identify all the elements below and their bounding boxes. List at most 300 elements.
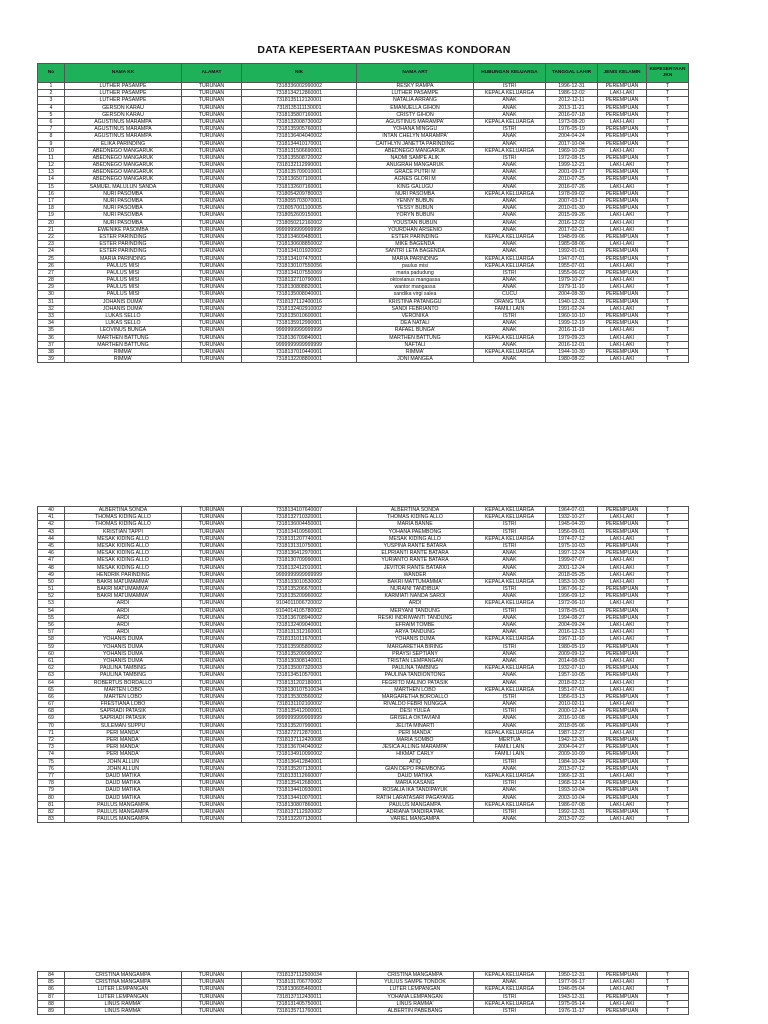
cell-alamat: TURUNAN: [182, 190, 242, 197]
cell-no: 84: [38, 972, 65, 979]
table-row: [38, 622, 689, 629]
cell-kepesertaan-jkn: T: [647, 126, 689, 133]
cell-nama-kk: GERSON KARAU: [65, 111, 182, 118]
cell-nama-kk: MESAK KIDING ALLO: [65, 557, 182, 564]
cell-no: 3: [38, 97, 65, 104]
cell-kepesertaan-jkn: T: [647, 629, 689, 636]
cell-alamat: TURUNAN: [182, 600, 242, 607]
cell-nama-art: MARTHEN BATTUNG: [357, 334, 474, 341]
cell-nama-art: MIKE BAGENDA: [357, 241, 474, 248]
cell-nama-art: NURAINI TANDIBUA': [357, 586, 474, 593]
cell-alamat: TURUNAN: [182, 1000, 242, 1007]
page-title: DATA KEPESERTAAN PUSKESMAS KONDORAN: [257, 44, 511, 56]
cell-nik: 7318135905760001: [242, 126, 357, 133]
cell-nik: 7318136709840001: [242, 334, 357, 341]
table-row: [38, 212, 689, 219]
cell-tanggal-lahir: 1932-07-10: [546, 665, 598, 672]
cell-nama-kk: DAUD MATIKA: [65, 787, 182, 794]
table-row: [38, 233, 689, 240]
cell-jenis-kelamin: PEREMPUAN: [598, 233, 647, 240]
table-row: [38, 729, 689, 736]
table-row: [38, 744, 689, 751]
cell-nama-art: MESAK KIDING ALLO: [357, 535, 474, 542]
cell-tanggal-lahir: 2018-05-06: [546, 722, 598, 729]
cell-nama-art: CRISTY GIHON: [357, 111, 474, 118]
cell-nama-art: ARYA TANDUNG: [357, 629, 474, 636]
cell-nik: 7318130308140001: [242, 657, 357, 664]
cell-no: 24: [38, 248, 65, 255]
cell-jenis-kelamin: LAKI-LAKI: [598, 686, 647, 693]
cell-kepesertaan-jkn: T: [647, 255, 689, 262]
cell-nama-kk: PERI MANDA': [65, 729, 182, 736]
cell-no: 11: [38, 154, 65, 161]
cell-nik: 7318136708940002: [242, 614, 357, 621]
cell-alamat: TURUNAN: [182, 686, 242, 693]
cell-hubungan-keluarga: KEPALA KELUARGA: [474, 772, 546, 779]
cell-alamat: TURUNAN: [182, 356, 242, 363]
cell-jenis-kelamin: LAKI-LAKI: [598, 816, 647, 823]
cell-tanggal-lahir: 1994-08-27: [546, 614, 598, 621]
table-row: [38, 636, 689, 643]
cell-hubungan-keluarga: KEPALA KELUARGA: [474, 348, 546, 355]
cell-nik: 7318135010600001: [242, 313, 357, 320]
cell-nama-kk: ESTER PARINDING: [65, 248, 182, 255]
table-row: [38, 269, 689, 276]
cell-hubungan-keluarga: ANAK: [474, 241, 546, 248]
cell-nama-art: KARMIATI NANDA SAROI: [357, 593, 474, 600]
cell-nama-art: RIMMA': [357, 348, 474, 355]
cell-nik: 7318130608850002: [242, 241, 357, 248]
cell-jenis-kelamin: LAKI-LAKI: [598, 564, 647, 571]
cell-alamat: TURUNAN: [182, 801, 242, 808]
cell-nama-kk: ARDI: [65, 607, 182, 614]
cell-jenis-kelamin: LAKI-LAKI: [598, 657, 647, 664]
cell-no: 5: [38, 111, 65, 118]
cell-nama-art: MARGARETHA BOROALLO: [357, 693, 474, 700]
table-row: [38, 514, 689, 521]
cell-hubungan-keluarga: KEPALA KELUARGA: [474, 190, 546, 197]
cell-jenis-kelamin: LAKI-LAKI: [598, 701, 647, 708]
cell-hubungan-keluarga: ANAK: [474, 162, 546, 169]
cell-alamat: TURUNAN: [182, 305, 242, 312]
cell-hubungan-keluarga: ISTRI: [474, 154, 546, 161]
cell-jenis-kelamin: PEREMPUAN: [598, 291, 647, 298]
cell-no: 60: [38, 650, 65, 657]
cell-alamat: TURUNAN: [182, 341, 242, 348]
cell-tanggal-lahir: 1986-12-02: [546, 90, 598, 97]
cell-kepesertaan-jkn: T: [647, 986, 689, 993]
cell-alamat: TURUNAN: [182, 729, 242, 736]
cell-jenis-kelamin: PEREMPUAN: [598, 104, 647, 111]
cell-jenis-kelamin: PEREMPUAN: [598, 758, 647, 765]
cell-nik: 7318050212160002: [242, 219, 357, 226]
cell-nama-art: JELITA MINARTI: [357, 722, 474, 729]
cell-hubungan-keluarga: KEPALA KELUARGA: [474, 334, 546, 341]
cell-kepesertaan-jkn: T: [647, 212, 689, 219]
cell-no: 46: [38, 550, 65, 557]
cell-alamat: TURUNAN: [182, 104, 242, 111]
cell-jenis-kelamin: LAKI-LAKI: [598, 1000, 647, 1007]
cell-alamat: TURUNAN: [182, 269, 242, 276]
cell-hubungan-keluarga: ANAK: [474, 629, 546, 636]
cell-nik: 7318135912990001: [242, 320, 357, 327]
cell-tanggal-lahir: 2003-10-04: [546, 794, 598, 801]
table-row: [38, 765, 689, 772]
cell-nik: 7318137112430011: [242, 993, 357, 1000]
cell-nama-kk: THOMAS KIDING ALLO: [65, 521, 182, 528]
cell-nama-kk: ALBERTINA SONDA: [65, 507, 182, 514]
cell-nama-kk: ESTER PARINDING: [65, 241, 182, 248]
cell-nama-art: LUTHER PASAMPE: [357, 90, 474, 97]
cell-kepesertaan-jkn: T: [647, 772, 689, 779]
cell-tanggal-lahir: 2009-10-09: [546, 751, 598, 758]
cell-nik: 7318134410170001: [242, 140, 357, 147]
cell-no: 14: [38, 176, 65, 183]
cell-kepesertaan-jkn: T: [647, 808, 689, 815]
cell-nik: 7318134910090002: [242, 751, 357, 758]
cell-nik: 7318134107470001: [242, 255, 357, 262]
cell-nama-art: MARIA KASANG: [357, 780, 474, 787]
cell-jenis-kelamin: PEREMPUAN: [598, 542, 647, 549]
cell-nik: 9104011006720002: [242, 600, 357, 607]
cell-jenis-kelamin: PEREMPUAN: [598, 198, 647, 205]
cell-no: 51: [38, 586, 65, 593]
cell-nama-art: ALBERTIN PABEBANG: [357, 1007, 474, 1014]
cell-nama-kk: LUTER LEMPANGAN: [65, 986, 182, 993]
cell-nama-kk: LINUS RAMMA': [65, 1000, 182, 1007]
cell-nama-art: JEVITOR RANTE BATARA: [357, 564, 474, 571]
cell-tanggal-lahir: 1940-12-31: [546, 298, 598, 305]
cell-no: 1: [38, 83, 65, 90]
cell-tanggal-lahir: 1979-10-27: [546, 277, 598, 284]
cell-nik: 7318136412970001: [242, 550, 357, 557]
cell-hubungan-keluarga: ANAK: [474, 226, 546, 233]
cell-nik: 7318135206670001: [242, 586, 357, 593]
cell-hubungan-keluarga: ANAK: [474, 320, 546, 327]
table-row: [38, 154, 689, 161]
cell-jenis-kelamin: LAKI-LAKI: [598, 118, 647, 125]
cell-nama-kk: YOHANIS DUMA: [65, 657, 182, 664]
cell-no: 88: [38, 1000, 65, 1007]
cell-alamat: TURUNAN: [182, 262, 242, 269]
table-row: [38, 320, 689, 327]
cell-tanggal-lahir: 1946-05-04: [546, 986, 598, 993]
cell-jenis-kelamin: LAKI-LAKI: [598, 557, 647, 564]
cell-nama-art: YOURDHAN ARSENIO: [357, 226, 474, 233]
cell-nik: 7318131310750001: [242, 542, 357, 549]
cell-hubungan-keluarga: ISTRI: [474, 780, 546, 787]
cell-nik: 7318131207740001: [242, 535, 357, 542]
cell-jenis-kelamin: LAKI-LAKI: [598, 162, 647, 169]
cell-nama-kk: PAULINA TAMBING: [65, 665, 182, 672]
cell-hubungan-keluarga: ANAK: [474, 97, 546, 104]
cell-jenis-kelamin: PEREMPUAN: [598, 550, 647, 557]
cell-alamat: TURUNAN: [182, 650, 242, 657]
cell-nama-kk: LUKAS SELLO: [65, 313, 182, 320]
cell-kepesertaan-jkn: T: [647, 241, 689, 248]
cell-nik: 7318136704040002: [242, 744, 357, 751]
table-row: [38, 578, 689, 585]
cell-no: 41: [38, 514, 65, 521]
cell-hubungan-keluarga: ANAK: [474, 765, 546, 772]
cell-jenis-kelamin: LAKI-LAKI: [598, 679, 647, 686]
cell-jenis-kelamin: PEREMPUAN: [598, 593, 647, 600]
cell-tanggal-lahir: 2015-09-26: [546, 212, 598, 219]
cell-kepesertaan-jkn: T: [647, 514, 689, 521]
cell-jenis-kelamin: PEREMPUAN: [598, 1007, 647, 1014]
cell-jenis-kelamin: LAKI-LAKI: [598, 622, 647, 629]
cell-no: 9: [38, 140, 65, 147]
cell-tanggal-lahir: 2018-02-12: [546, 679, 598, 686]
cell-tanggal-lahir: 1999-07-07: [546, 557, 598, 564]
cell-tanggal-lahir: 1991-02-24: [546, 305, 598, 312]
table-row: [38, 600, 689, 607]
cell-alamat: TURUNAN: [182, 348, 242, 355]
header-no: No: [38, 64, 65, 83]
table-row: [38, 341, 689, 348]
cell-jenis-kelamin: PEREMPUAN: [598, 715, 647, 722]
cell-jenis-kelamin: LAKI-LAKI: [598, 801, 647, 808]
cell-nama-kk: PAULUS MANGAMPA: [65, 801, 182, 808]
cell-nik: 7318132112990001: [242, 162, 357, 169]
cell-hubungan-keluarga: KEPALA KELUARGA: [474, 972, 546, 979]
cell-hubungan-keluarga: KEPALA KELUARGA: [474, 535, 546, 542]
cell-nik: 9999999999999999: [242, 571, 357, 578]
cell-hubungan-keluarga: ISTRI: [474, 708, 546, 715]
cell-alamat: TURUNAN: [182, 808, 242, 815]
cell-tanggal-lahir: 1955-07-01: [546, 262, 598, 269]
cell-jenis-kelamin: LAKI-LAKI: [598, 986, 647, 993]
cell-kepesertaan-jkn: T: [647, 154, 689, 161]
cell-nik: 7318131312160001: [242, 629, 357, 636]
cell-kepesertaan-jkn: T: [647, 190, 689, 197]
cell-tanggal-lahir: 2016-12-13: [546, 629, 598, 636]
cell-nama-art: DESI YULEA: [357, 708, 474, 715]
cell-jenis-kelamin: PEREMPUAN: [598, 521, 647, 528]
cell-jenis-kelamin: LAKI-LAKI: [598, 241, 647, 248]
cell-nama-art: BAKRI MATTUMAMMA': [357, 578, 474, 585]
cell-hubungan-keluarga: ANAK: [474, 111, 546, 118]
cell-no: 63: [38, 672, 65, 679]
cell-nama-kk: JOHANIS DUMA': [65, 305, 182, 312]
cell-nama-kk: LEOVINUS BUNGA: [65, 327, 182, 334]
cell-alamat: TURUNAN: [182, 291, 242, 298]
cell-tanggal-lahir: 1997-12-24: [546, 550, 598, 557]
cell-alamat: TURUNAN: [182, 97, 242, 104]
cell-no: 39: [38, 356, 65, 363]
table-row: [38, 313, 689, 320]
cell-nama-kk: LUTHER PASAMPE: [65, 90, 182, 97]
cell-nama-art: NAOMI SAMPE ALIK: [357, 154, 474, 161]
cell-tanggal-lahir: 1992-12-31: [546, 808, 598, 815]
cell-tanggal-lahir: 1979-09-23: [546, 334, 598, 341]
cell-nama-art: YOUSTAN BUBUN: [357, 219, 474, 226]
cell-nama-art: PRAYSI SEPTIANY: [357, 650, 474, 657]
cell-hubungan-keluarga: ANAK: [474, 979, 546, 986]
header-nik: NIK: [242, 64, 357, 83]
cell-tanggal-lahir: 1948-09-06: [546, 233, 598, 240]
cell-alamat: TURUNAN: [182, 636, 242, 643]
cell-alamat: TURUNAN: [182, 979, 242, 986]
cell-alamat: TURUNAN: [182, 162, 242, 169]
cell-jenis-kelamin: LAKI-LAKI: [598, 226, 647, 233]
cell-kepesertaan-jkn: T: [647, 643, 689, 650]
table-row: [38, 571, 689, 578]
cell-nama-art: sandika virgi salea: [357, 291, 474, 298]
cell-jenis-kelamin: PEREMPUAN: [598, 737, 647, 744]
cell-kepesertaan-jkn: T: [647, 176, 689, 183]
cell-no: 75: [38, 758, 65, 765]
cell-jenis-kelamin: PEREMPUAN: [598, 154, 647, 161]
cell-tanggal-lahir: 1972-08-15: [546, 154, 598, 161]
cell-nik: 7318137112500034: [242, 972, 357, 979]
cell-kepesertaan-jkn: T: [647, 758, 689, 765]
cell-nama-kk: AGUSTINUS MARAMPA: [65, 133, 182, 140]
table-row: [38, 557, 689, 564]
cell-no: 25: [38, 255, 65, 262]
cell-kepesertaan-jkn: T: [647, 334, 689, 341]
cell-hubungan-keluarga: KEPALA KELUARGA: [474, 665, 546, 672]
cell-hubungan-keluarga: ANAK: [474, 715, 546, 722]
cell-nama-art: PAULINA TANDIONTONG: [357, 672, 474, 679]
cell-nama-kk: ROBERTUS BORDALLO: [65, 679, 182, 686]
cell-hubungan-keluarga: KEPALA KELUARGA: [474, 801, 546, 808]
cell-nama-art: CRISTINA MANGAMPA: [357, 972, 474, 979]
cell-nama-art: GRISELA OKTAVIANI: [357, 715, 474, 722]
cell-alamat: TURUNAN: [182, 672, 242, 679]
cell-nama-art: ABEDNEGO MANGARUK: [357, 147, 474, 154]
cell-alamat: TURUNAN: [182, 787, 242, 794]
cell-nama-kk: LINUS RAMMA': [65, 1007, 182, 1014]
cell-kepesertaan-jkn: T: [647, 341, 689, 348]
cell-no: 59: [38, 643, 65, 650]
cell-hubungan-keluarga: ANAK: [474, 614, 546, 621]
table-row: [38, 291, 689, 298]
cell-tanggal-lahir: 1968-12-14: [546, 780, 598, 787]
cell-nama-art: EMANUELLA GIHON: [357, 104, 474, 111]
cell-nik: 7318136404040002: [242, 133, 357, 140]
cell-kepesertaan-jkn: T: [647, 104, 689, 111]
cell-no: 76: [38, 765, 65, 772]
cell-hubungan-keluarga: ANAK: [474, 248, 546, 255]
cell-nama-art: AGUSTINUS MARAMPA': [357, 118, 474, 125]
cell-no: 35: [38, 327, 65, 334]
cell-nik: 7318134107640007: [242, 507, 357, 514]
cell-kepesertaan-jkn: T: [647, 111, 689, 118]
cell-nama-art: RESKI INDRIWANTI TANDUNG: [357, 614, 474, 621]
cell-nama-kk: SAPRIADI PATASIK: [65, 708, 182, 715]
cell-nama-art: YOHANA LEMPANGAN: [357, 993, 474, 1000]
cell-nama-kk: NURI PASOMBA: [65, 190, 182, 197]
cell-nik: 7318132710790001: [242, 277, 357, 284]
cell-nama-art: NURI PASOMBA: [357, 190, 474, 197]
cell-nik: 7318135711760001: [242, 1007, 357, 1014]
cell-alamat: TURUNAN: [182, 993, 242, 1000]
cell-alamat: TURUNAN: [182, 198, 242, 205]
cell-nama-art: ROSALIA IKA TANDIPAYUK: [357, 787, 474, 794]
cell-no: 65: [38, 686, 65, 693]
cell-no: 66: [38, 693, 65, 700]
cell-tanggal-lahir: 2001-12-24: [546, 564, 598, 571]
cell-nama-kk: NURI PASOMBA: [65, 205, 182, 212]
cell-nama-kk: HENDRIK PARINDING: [65, 571, 182, 578]
cell-jenis-kelamin: LAKI-LAKI: [598, 341, 647, 348]
cell-nama-art: MARIA BANNE: [357, 521, 474, 528]
cell-tanggal-lahir: 1950-12-31: [546, 972, 598, 979]
cell-kepesertaan-jkn: T: [647, 571, 689, 578]
cell-nik: 7318135709010001: [242, 169, 357, 176]
cell-no: 27: [38, 269, 65, 276]
cell-no: 17: [38, 198, 65, 205]
cell-tanggal-lahir: 2016-12-02: [546, 219, 598, 226]
cell-tanggal-lahir: 2013-11-21: [546, 104, 598, 111]
cell-nama-kk: YOHANIS DUMA: [65, 643, 182, 650]
cell-jenis-kelamin: LAKI-LAKI: [598, 772, 647, 779]
cell-no: 83: [38, 816, 65, 823]
cell-kepesertaan-jkn: T: [647, 133, 689, 140]
cell-jenis-kelamin: LAKI-LAKI: [598, 356, 647, 363]
cell-tanggal-lahir: 2004-04-27: [546, 744, 598, 751]
cell-hubungan-keluarga: ISTRI: [474, 521, 546, 528]
cell-jenis-kelamin: PEREMPUAN: [598, 586, 647, 593]
cell-tanggal-lahir: 2018-05-25: [546, 571, 598, 578]
cell-tanggal-lahir: 2017-02-21: [546, 226, 598, 233]
cell-no: 37: [38, 341, 65, 348]
cell-kepesertaan-jkn: T: [647, 233, 689, 240]
cell-hubungan-keluarga: ANAK: [474, 550, 546, 557]
cell-nama-art: JESICA ALLING MARAMPA': [357, 744, 474, 751]
table-row: [38, 722, 689, 729]
cell-kepesertaan-jkn: T: [647, 715, 689, 722]
cell-nama-art: MARGARETHA BIRING: [357, 643, 474, 650]
cell-no: 19: [38, 212, 65, 219]
cell-hubungan-keluarga: CUCU: [474, 291, 546, 298]
cell-kepesertaan-jkn: T: [647, 262, 689, 269]
cell-nama-kk: DAUD MATIKA: [65, 794, 182, 801]
cell-nama-kk: SAMUEL MALULUN SANDA: [65, 183, 182, 190]
cell-nama-art: KING GALUGU: [357, 183, 474, 190]
cell-kepesertaan-jkn: T: [647, 600, 689, 607]
cell-hubungan-keluarga: FAMILI LAIN: [474, 305, 546, 312]
cell-tanggal-lahir: 2007-03-17: [546, 198, 598, 205]
cell-kepesertaan-jkn: T: [647, 118, 689, 125]
table-row: [38, 205, 689, 212]
cell-nama-kk: EWENIKE PASOMBA: [65, 226, 182, 233]
cell-tanggal-lahir: 1980-05-19: [546, 643, 598, 650]
cell-no: 28: [38, 277, 65, 284]
cell-tanggal-lahir: 2001-09-17: [546, 169, 598, 176]
participants-table-section-1: [37, 63, 689, 363]
cell-jenis-kelamin: PEREMPUAN: [598, 665, 647, 672]
cell-nama-art: maria padudung: [357, 269, 474, 276]
cell-nama-kk: LUTHER PASAMPE: [65, 97, 182, 104]
cell-hubungan-keluarga: ANAK: [474, 657, 546, 664]
header-nama-kk: NAMA KK: [65, 64, 182, 83]
table-row: [38, 737, 689, 744]
cell-nik: 7318130807860001: [242, 801, 357, 808]
cell-tanggal-lahir: 1966-12-31: [546, 772, 598, 779]
cell-tanggal-lahir: 2010-02-11: [546, 701, 598, 708]
cell-jenis-kelamin: LAKI-LAKI: [598, 147, 647, 154]
cell-jenis-kelamin: PEREMPUAN: [598, 993, 647, 1000]
cell-hubungan-keluarga: ANAK: [474, 701, 546, 708]
cell-hubungan-keluarga: ANAK: [474, 140, 546, 147]
cell-nama-art: YENNY BUBUN: [357, 198, 474, 205]
cell-nik: 7318132207130001: [242, 816, 357, 823]
cell-jenis-kelamin: PEREMPUAN: [598, 140, 647, 147]
cell-alamat: TURUNAN: [182, 586, 242, 593]
cell-no: 31: [38, 298, 65, 305]
